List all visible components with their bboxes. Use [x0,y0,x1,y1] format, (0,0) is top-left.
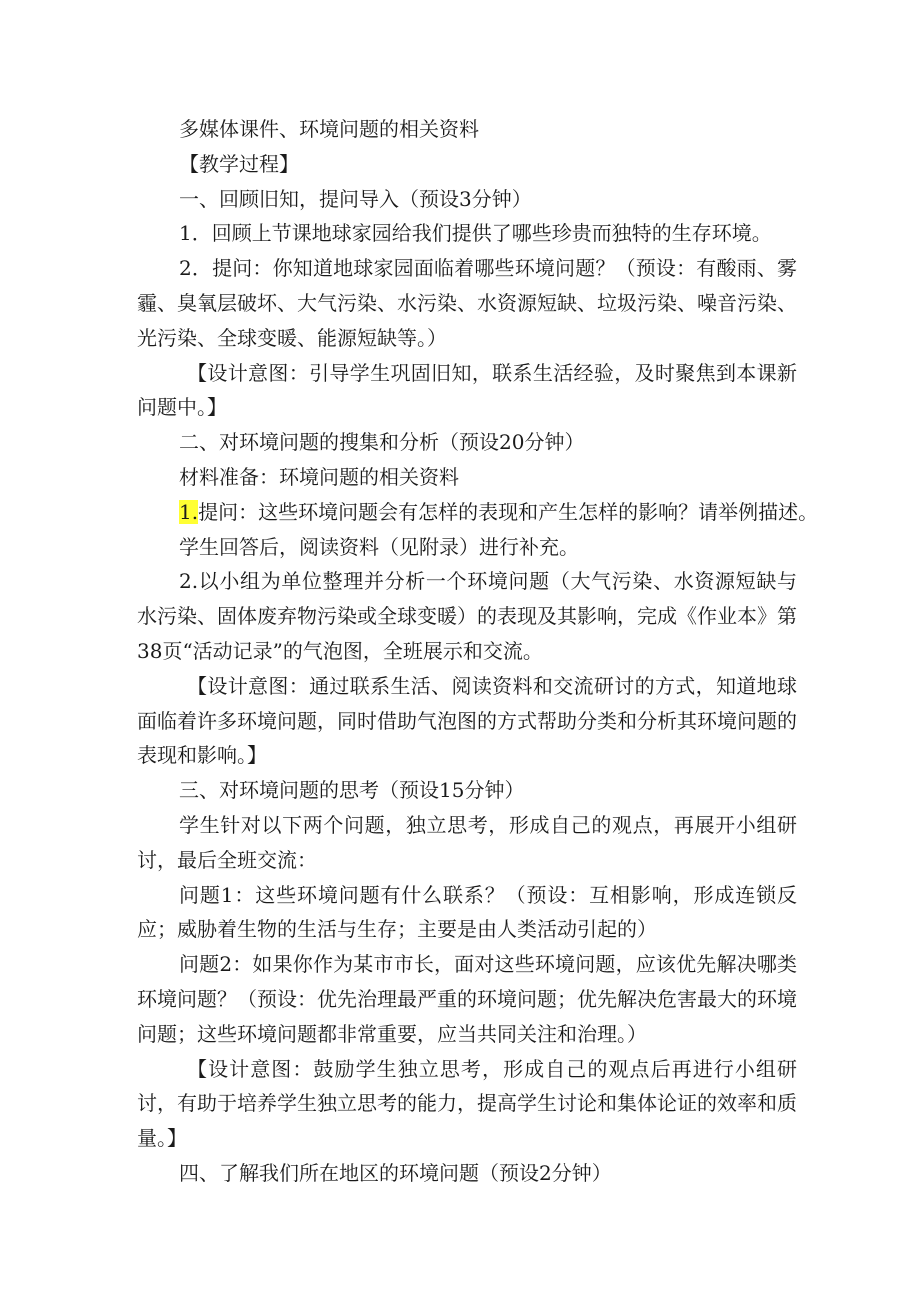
section-3-question-2: 问题2：如果你作为某市市长，面对这些环境问题，应该优先解决哪类环境问题？（预设：优先治理最严重的环境问题；优先解决危害最大的环境问题；这些环境问题都非常重要，应当共同关注和治理。） [137,952,797,1046]
section-1-item-2: 2．提问：你知道地球家园面临着哪些环境问题？（预设：有酸雨、雾霾、臭氧层破坏、大气污染、水污染、水资源短缺、垃圾污染、噪音污染、光污染、全球变暖、能源短缺等。） [137,256,797,350]
section-2-item-1-text: 提问：这些环境问题会有怎样的表现和产生怎样的影响？请举例描述。 [198,499,819,524]
section-4-heading: 四、了解我们所在地区的环境问题（预设2分钟） [179,1160,612,1185]
section-1-design-intent: 【设计意图：引导学生巩固旧知，联系生活经验，及时聚焦到本课新问题中。】 [137,360,797,420]
section-2-item-2: 2.以小组为单位整理并分析一个环境问题（大气污染、水资源短缺与水污染、固体废弃物污染或全球变暖）的表现及其影响，完成《作业本》第38页“活动记录”的气泡图，全班展示和交流。 [137,569,797,663]
section-3-intro: 学生针对以下两个问题，独立思考，形成自己的观点，再展开小组研讨，最后全班交流： [137,812,797,872]
section-1-item-1: 1．回顾上节课地球家园给我们提供了哪些珍贵而独特的生存环境。 [179,221,772,246]
teaching-process-heading: 【教学过程】 [179,151,299,176]
section-2-materials: 材料准备：环境问题的相关资料 [179,464,459,489]
section-3-question-1: 问题1：这些环境问题有什么联系？（预设：互相影响，形成连锁反应；威胁着生物的生活与生存；主要是由人类活动引起的） [137,882,797,942]
section-2-item-1-continuation: 学生回答后，阅读资料（见附录）进行补充。 [179,534,579,559]
section-2-design-intent: 【设计意图：通过联系生活、阅读资料和交流研讨的方式，知道地球面临着许多环境问题，同时借助气泡图的方式帮助分类和分析其环境问题的表现和影响。】 [137,673,797,768]
section-3-heading: 三、对环境问题的思考（预设15分钟） [179,778,525,803]
section-1-heading: 一、回顾旧知，提问导入（预设3分钟） [179,186,532,211]
highlighted-number: 1. [179,499,199,524]
document-body [137,112,819,1191]
section-2-item-1 [137,495,819,530]
materials-line: 多媒体课件、环境问题的相关资料 [179,117,479,141]
section-3-design-intent: 【设计意图：鼓励学生独立思考，形成自己的观点后再进行小组研讨，有助于培养学生独立思考的能力，提高学生讨论和集体论证的效率和质量。】 [137,1056,797,1151]
section-2-heading: 二、对环境问题的搜集和分析（预设20分钟） [179,430,585,455]
